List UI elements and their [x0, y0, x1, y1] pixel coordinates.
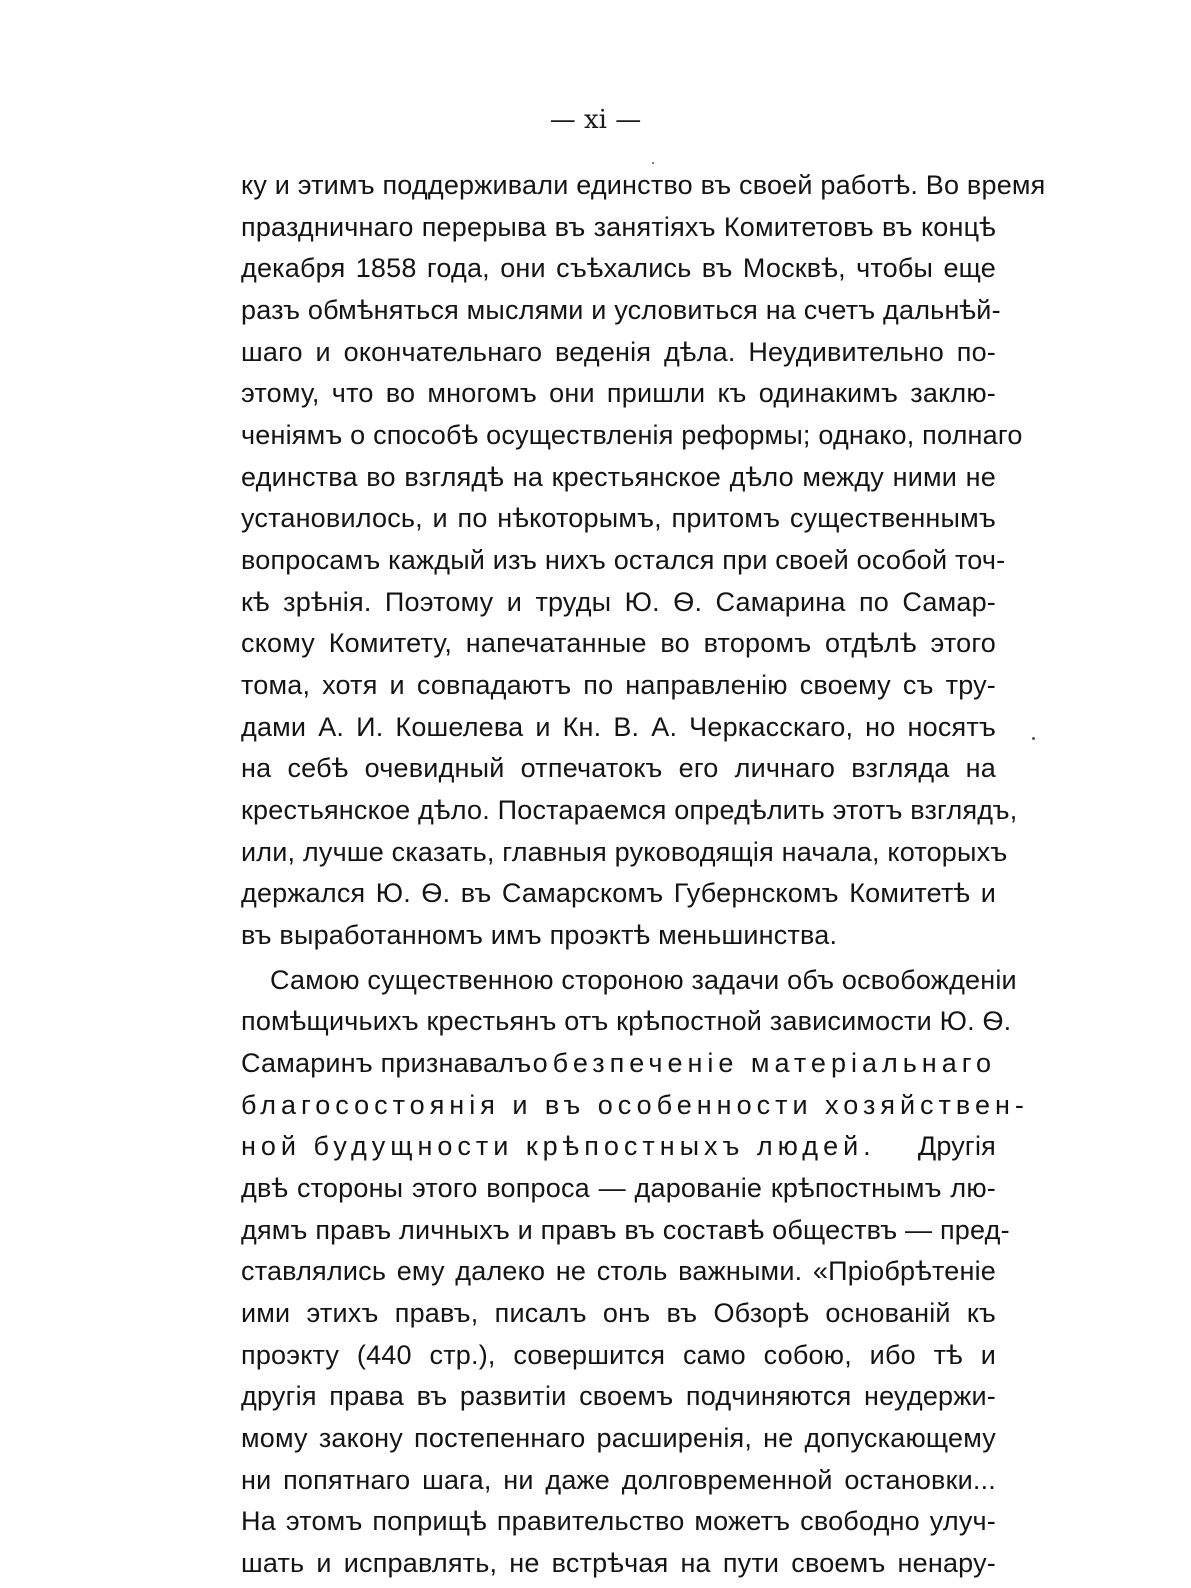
- text-line: ченіямъ о способѣ осуществленія реформы; однако, полнаго: [241, 420, 1023, 450]
- text-line: праздничнаго перерыва въ занятіяхъ Комитетовъ въ концѣ: [241, 212, 996, 242]
- scan-speck: [652, 162, 654, 164]
- text-line: тома, хотя и совпадаютъ по направленію своему съ тру-: [241, 670, 996, 700]
- text-line: въ выработанномъ имъ проэктѣ меньшинства.: [241, 920, 838, 950]
- text-line: единства во взглядѣ на крестьянское дѣло между ними не: [241, 462, 996, 492]
- scan-speck: [1032, 737, 1035, 740]
- text-line: установилось, и по нѣкоторымъ, притомъ существеннымъ: [241, 503, 996, 533]
- text-line-paragraph-start: Самою существенною стороною задачи объ освобожденіи: [270, 965, 1017, 995]
- text-line: ими этихъ правъ, писалъ онъ въ Обзорѣ основаній къ: [241, 1298, 996, 1328]
- text-line: ку и этимъ поддерживали единство въ своей работѣ. Во время: [241, 170, 1046, 200]
- page-number: — xi —: [549, 105, 642, 135]
- emphasis-text: обезпеченіе матеріальнаго: [532, 1048, 996, 1078]
- text-line: крестьянское дѣло. Постараемся опредѣлить этотъ взглядъ,: [241, 795, 1018, 825]
- emphasis-text: ной будущности крѣпостныхъ людей.: [241, 1131, 876, 1161]
- text-line-mixed: [241, 1126, 996, 1166]
- text-line: двѣ стороны этого вопроса — дарованіе крѣпостнымъ лю-: [241, 1173, 996, 1203]
- text-line: дямъ правъ личныхъ и правъ въ составѣ обществъ — пред-: [241, 1215, 1010, 1245]
- text-line: шать и исправлять, не встрѣчая на пути своемъ ненару-: [241, 1548, 996, 1578]
- text-line: держался Ю. Ѳ. въ Самарскомъ Губернскомъ Комитетѣ и: [241, 878, 996, 908]
- text-line: проэкту (440 стр.), совершится само собою, ибо тѣ и: [241, 1340, 996, 1370]
- text-line-mixed: [241, 1043, 996, 1083]
- text-line: ставлялись ему далеко не столь важными. «Пріобрѣтеніе: [241, 1256, 996, 1286]
- text-line: дами А. И. Кошелева и Кн. В. А. Черкасскаго, но носятъ: [241, 712, 996, 742]
- text-line: помѣщичьихъ крестьянъ отъ крѣпостной зависимости Ю. Ѳ.: [241, 1006, 1012, 1036]
- text-line: другія права въ развитіи своемъ подчиняются неудержи-: [241, 1381, 996, 1411]
- text-line: кѣ зрѣнія. Поэтому и труды Ю. Ѳ. Самарина по Самар-: [241, 587, 996, 617]
- text-line: ни попятнаго шага, ни даже долговременной остановки...: [241, 1465, 996, 1495]
- text-line: или, лучше сказать, главныя руководящія начала, которыхъ: [241, 837, 1008, 867]
- text-span: Самаринъ признавалъ: [241, 1048, 532, 1078]
- text-line: скому Комитету, напечатанные во второмъ отдѣлѣ этого: [241, 628, 996, 658]
- text-line: разъ обмѣняться мыслями и условиться на счетъ дальнѣй-: [241, 295, 1001, 325]
- text-line: вопросамъ каждый изъ нихъ остался при своей особой точ-: [241, 545, 1006, 575]
- text-line: этому, что во многомъ они пришли къ одинакимъ заклю-: [241, 378, 996, 408]
- text-line: мому закону постепеннаго расширенія, не допускающему: [241, 1423, 996, 1453]
- text-line: на себѣ очевидный отпечатокъ его личнаго взгляда на: [241, 753, 996, 783]
- text-line: На этомъ поприщѣ правительство можетъ свободно улуч-: [241, 1506, 996, 1536]
- text-line: декабря 1858 года, они съѣхались въ Москвѣ, чтобы еще: [241, 253, 996, 283]
- text-line: шаго и окончательнаго веденія дѣла. Неудивительно по-: [241, 337, 996, 367]
- text-span: Другія: [917, 1131, 996, 1161]
- emphasis-line: благосостоянія и въ особенности хозяйствен-: [241, 1090, 1029, 1120]
